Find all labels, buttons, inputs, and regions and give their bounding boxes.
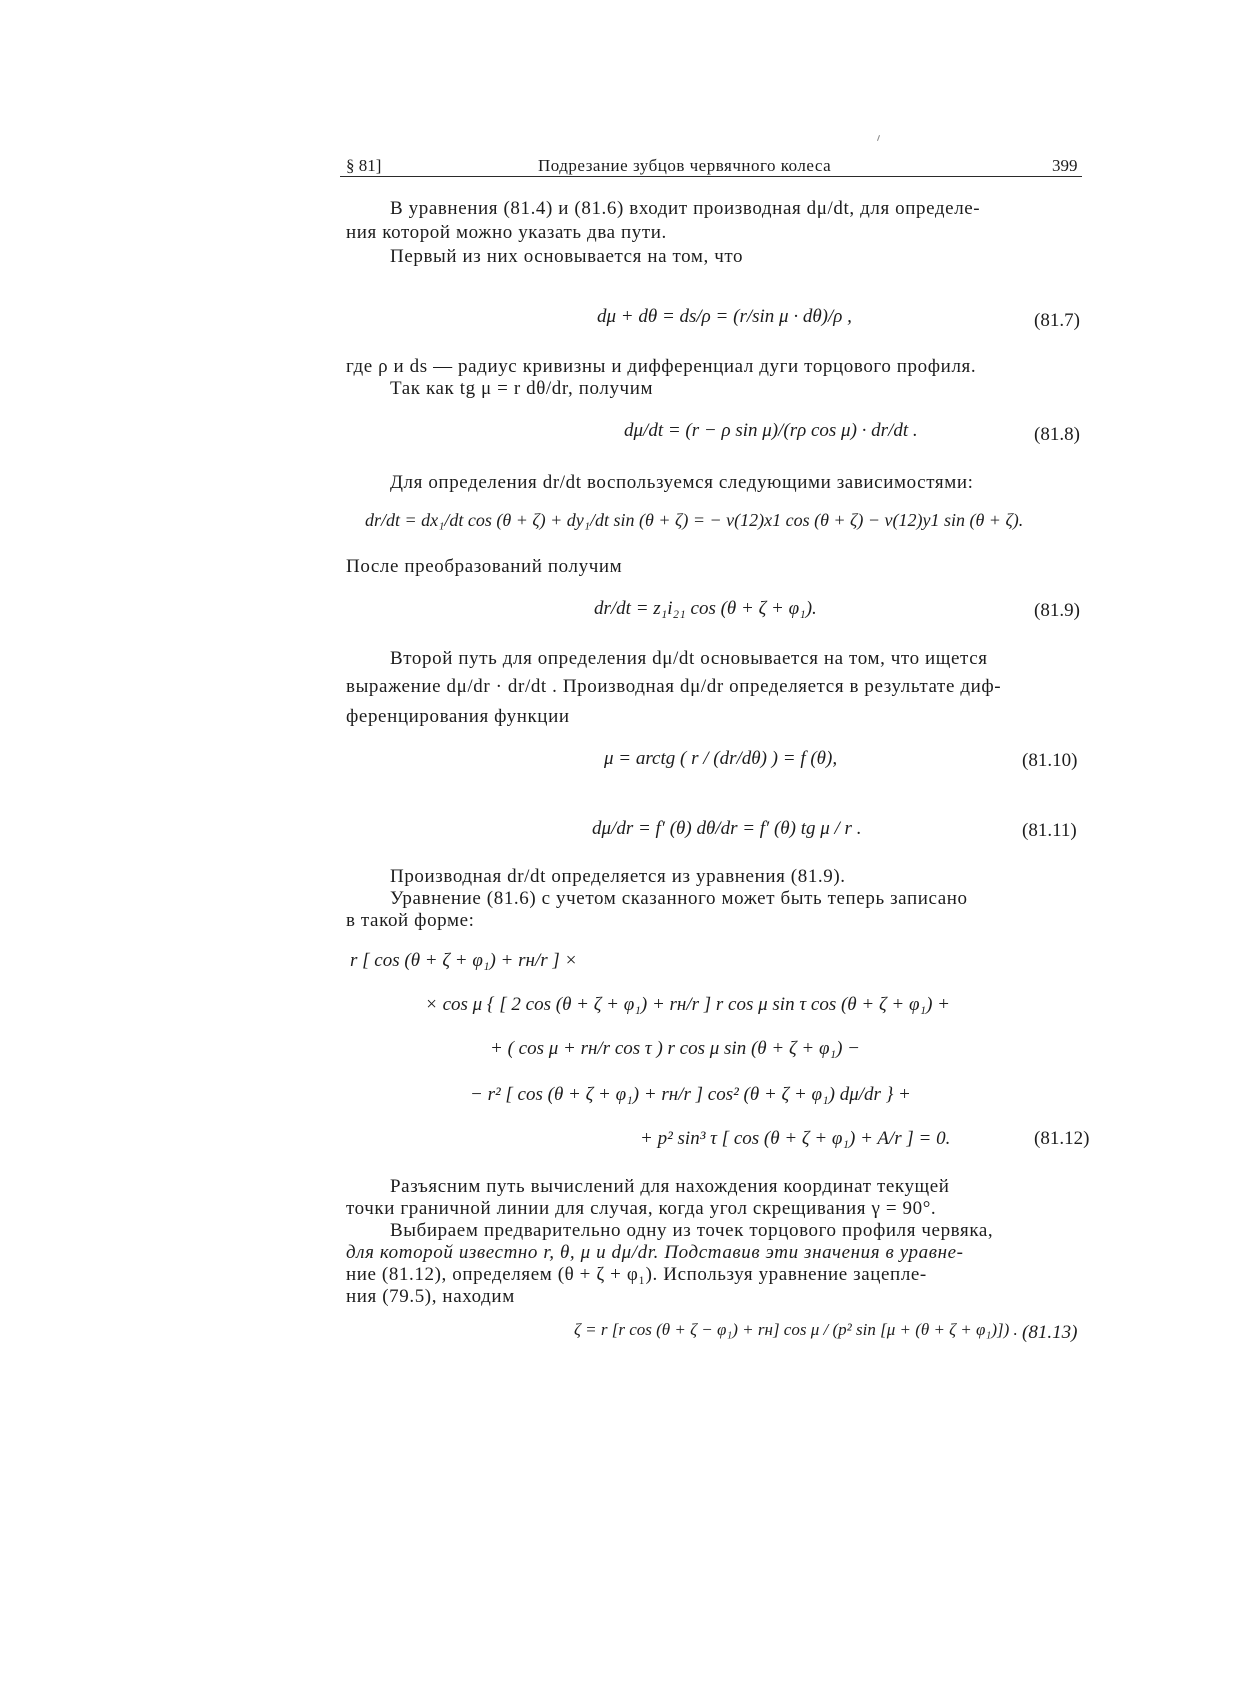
equation-label: (81.11) — [1022, 820, 1077, 841]
equation-81-11: dμ/dr = f′ (θ) dθ/dr = f′ (θ) tg μ / r . — [592, 818, 862, 839]
paragraph-line: Так как tg μ = r dθ/dr, получим — [390, 378, 654, 399]
equation-label: (81.12) — [1034, 1128, 1090, 1149]
equation-label: (81.8) — [1034, 424, 1080, 445]
header-rule — [340, 176, 1082, 177]
paragraph-line: Разъясним путь вычислений для нахождения координат текущей — [390, 1176, 950, 1197]
paragraph-line: Для определения dr/dt воспользуемся следующими зависимостями: — [390, 472, 974, 493]
equation-label: (81.13) — [1022, 1322, 1078, 1343]
paragraph-line: ференцирования функции — [346, 706, 570, 727]
paragraph-line: в такой форме: — [346, 910, 475, 931]
equation-81-13: ζ = r [r cos (θ + ζ − φ₁) + rн] cos μ / (p² sin [μ + (θ + ζ + φ₁)]) . — [574, 1320, 1018, 1339]
paragraph-line: ния которой можно указать два пути. — [346, 222, 667, 243]
page-number: 399 — [1052, 156, 1078, 175]
equation-81-9: dr/dt = z₁i₂₁ cos (θ + ζ + φ₁). — [594, 598, 817, 619]
paragraph-line: для которой известно r, θ, μ и dμ/dr. Подставив эти значения в уравне- — [346, 1242, 964, 1263]
equation-label: (81.9) — [1034, 600, 1080, 621]
equation-81-12-line: r [ cos (θ + ζ + φ₁) + rн/r ] × — [350, 950, 578, 971]
equation-dependencies: dr/dt = dx₁/dt cos (θ + ζ) + dy₁/dt sin (θ + ζ) = − v(12)x1 cos (θ + ζ) − v(12)y1 sin (θ + ζ). — [365, 510, 1024, 530]
paragraph-line: В уравнения (81.4) и (81.6) входит производная dμ/dt, для определе- — [390, 198, 981, 219]
scan-mark — [877, 135, 880, 141]
equation-81-12-line: + ( cos μ + rн/r cos τ ) r cos μ sin (θ + ζ + φ₁) − — [490, 1038, 860, 1059]
paragraph-line: ния (79.5), находим — [346, 1286, 515, 1307]
paragraph-line: После преобразований получим — [346, 556, 623, 577]
paragraph-line: ние (81.12), определяем (θ + ζ + φ₁). Используя уравнение зацепле- — [346, 1264, 927, 1285]
paragraph-line: Производная dr/dt определяется из уравнения (81.9). — [390, 866, 846, 887]
equation-label: (81.10) — [1022, 750, 1078, 771]
paragraph-line: Уравнение (81.6) с учетом сказанного может быть теперь записано — [390, 888, 968, 909]
paragraph-line: выражение dμ/dr · dr/dt . Производная dμ/dr определяется в результате диф- — [346, 676, 1002, 697]
equation-81-10: μ = arctg ( r / (dr/dθ) ) = f (θ), — [604, 748, 838, 769]
equation-81-12-line: × cos μ { [ 2 cos (θ + ζ + φ₁) + rн/r ] r cos μ sin τ cos (θ + ζ + φ₁) + — [425, 994, 950, 1015]
running-title: Подрезание зубцов червячного колеса — [538, 156, 832, 175]
section-number: § 81] — [346, 156, 382, 175]
equation-81-12-line: + p² sin³ τ [ cos (θ + ζ + φ₁) + A/r ] = 0. — [640, 1128, 951, 1149]
paragraph-line: где ρ и ds — радиус кривизны и дифференциал дуги торцового профиля. — [346, 356, 977, 377]
equation-label: (81.7) — [1034, 310, 1080, 331]
equation-81-7: dμ + dθ = ds/ρ = (r/sin μ · dθ)/ρ , — [597, 306, 852, 327]
paragraph-line: Второй путь для определения dμ/dt основывается на том, что ищется — [390, 648, 988, 669]
paragraph-line: точки граничной линии для случая, когда угол скрещивания γ = 90°. — [346, 1198, 937, 1219]
equation-81-12-line: − r² [ cos (θ + ζ + φ₁) + rн/r ] cos² (θ + ζ + φ₁) dμ/dr } + — [470, 1084, 911, 1105]
equation-81-8: dμ/dt = (r − ρ sin μ)/(rρ cos μ) · dr/dt . — [624, 420, 918, 441]
paragraph-line: Выбираем предварительно одну из точек торцового профиля червяка, — [390, 1220, 994, 1241]
paragraph-line: Первый из них основывается на том, что — [390, 246, 744, 267]
